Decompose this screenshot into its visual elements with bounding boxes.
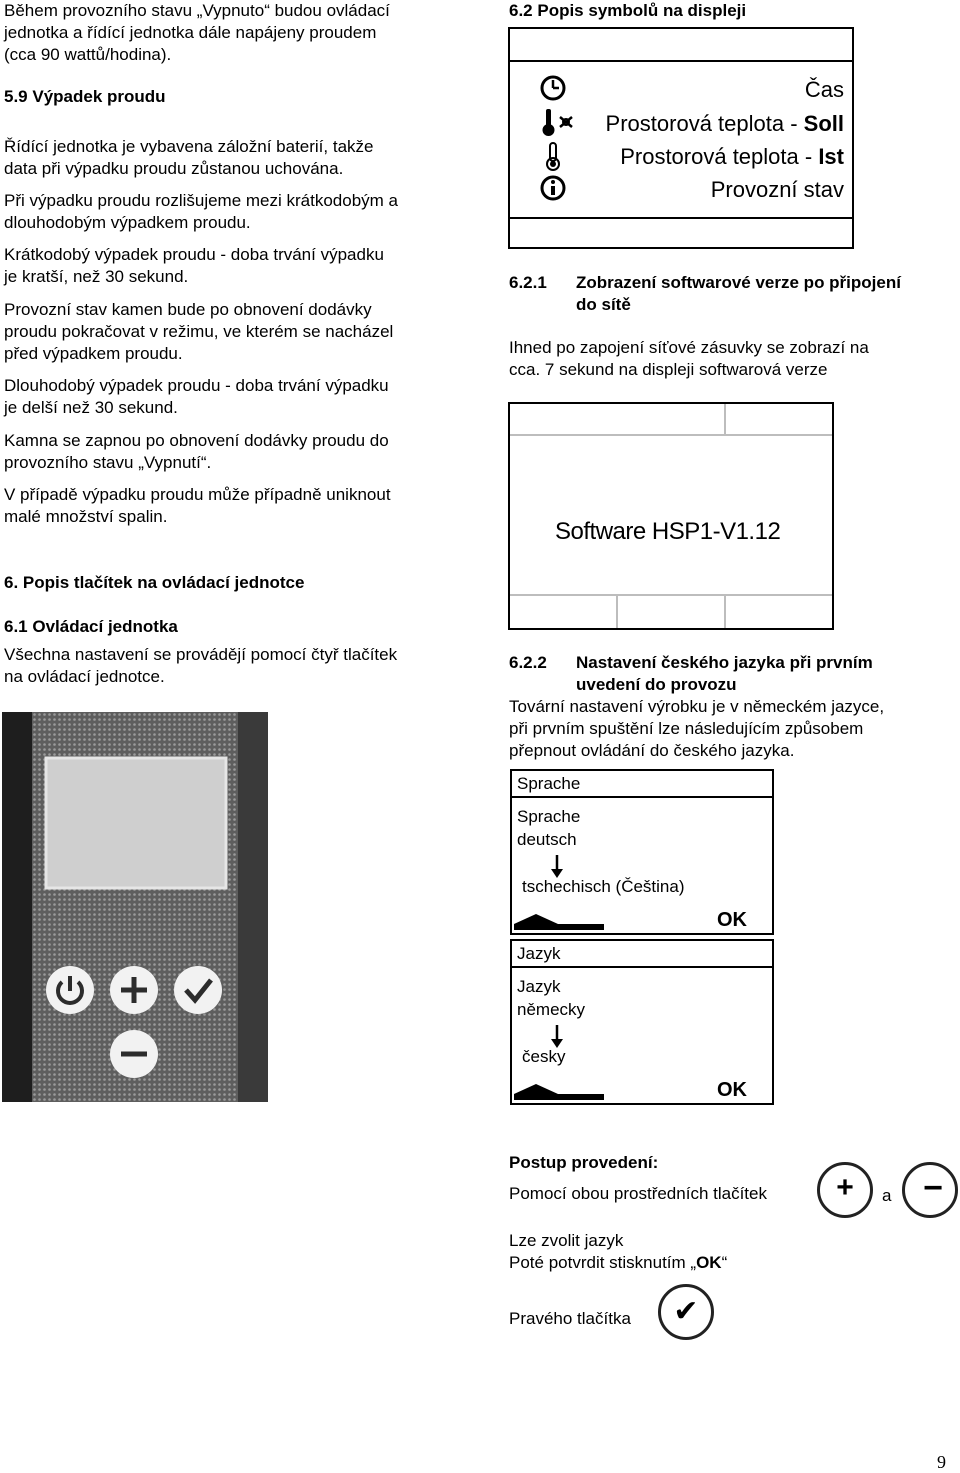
display-row-time [805,77,844,103]
text-line: Nastavení českého jazyka při prvním [576,653,873,672]
text-line: přepnout ovládání do českého jazyka. [509,741,795,760]
text-line: data při výpadku proudu zůstanou uchována. [4,159,344,178]
back-arrow-icon [514,1080,604,1102]
text-line: je delší než 30 sekund. [4,398,178,417]
plus-round-button [817,1162,873,1218]
text-line: před výpadkem proudu. [4,344,183,363]
text-line: Kamna se zapnou po obnovení dodávky proudu do [4,431,389,450]
text-line: (cca 90 wattů/hodina). [4,45,172,64]
text-line: V případě výpadku proudu může případně uniknout [4,485,391,504]
section-6-1-title: 6.1 Ovládací jednotka [4,617,178,636]
page-number: 9 [937,1452,946,1472]
paragraph [509,696,884,762]
divider [510,60,852,62]
divider [512,796,772,798]
text-line: na ovládací jednotce. [4,667,165,686]
language-header: Sprache [517,774,581,793]
section-6-2-2-number: 6.2.2 [509,653,547,672]
thermometer-icon [536,141,570,171]
text-fragment: “ [721,1253,728,1272]
plus-button[interactable] [110,966,158,1014]
text-line: Tovární nastavení výrobku je v německém jazyce, [509,697,885,716]
text-line: uvedení do provozu [576,675,737,694]
paragraph [4,244,384,288]
paragraph [4,299,393,365]
software-display-box [508,402,834,630]
display-symbols-box [508,27,854,249]
language-box-german [510,769,774,935]
section-5-9-title: 5.9 Výpadek proudu [4,87,166,106]
display-label: Prostorová teplota - [620,144,819,169]
procedure-step-3: Pravého tlačítka [509,1309,631,1328]
minus-icon: − [923,1169,943,1207]
language-line: Sprache [517,807,581,826]
language-box-czech [510,939,774,1105]
text-line: Provozní stav kamen bude po obnovení dodávky [4,300,372,319]
minus-round-button [902,1162,958,1218]
power-button[interactable] [46,966,94,1014]
divider [510,434,832,436]
text-line: provozního stavu „Vypnutí“. [4,453,212,472]
language-line: deutsch [517,830,577,849]
display-row-room-temp-actual [620,144,844,170]
software-version-text: Software HSP1-V1.12 [555,518,781,545]
language-target: tschechisch (Čeština) [522,877,685,896]
display-label: Prostorová teplota - [605,111,804,136]
language-line: německy [517,1000,586,1019]
section-6-2-1-number: 6.2.1 [509,273,547,292]
thermometer-set-icon [536,107,580,137]
divider [510,594,832,596]
text-line: Zobrazení softwarové verze po připojení [576,273,901,292]
divider [724,404,726,434]
text-line: proudu pokračovat v režimu, ve kterém se nacházel [4,322,394,341]
text-line: do sítě [576,295,631,314]
paragraph [4,375,389,419]
procedure-step-2 [509,1230,727,1274]
ok-label: OK [717,1079,747,1101]
text-line: Ihned po zapojení síťové zásuvky se zobrazí na [509,338,869,357]
divider [512,966,772,968]
section-6-2-title: 6.2 Popis symbolů na displeji [509,1,747,20]
text-line: Všechna nastavení se provádějí pomocí čtyř tlačítek [4,645,398,664]
text-line [509,1252,727,1274]
paragraph [509,337,869,381]
paragraph [4,430,389,474]
text-fragment: Poté potvrdit stisknutím „ [509,1253,697,1272]
divider [616,594,618,628]
procedure-and: a [882,1186,892,1205]
text-line: je kratší, než 30 sekund. [4,267,189,286]
text-line: Řídící jednotka je vybavena záložní baterií, takže [4,137,374,156]
divider [510,217,852,219]
display-label: Provozní stav [710,177,844,202]
language-line: Jazyk [517,977,561,996]
text-line: Při výpadku proudu rozlišujeme mezi krátkodobým a [4,191,399,210]
display-row-room-temp-set [606,111,844,137]
paragraph [4,190,398,234]
back-arrow-icon [514,910,604,932]
text-line: Krátkodobý výpadek proudu - doba trvání výpadku [4,245,384,264]
control-unit-drawing [2,712,268,1102]
display-label-bold: Soll [803,111,844,136]
text-line: Lze zvolit jazyk [509,1231,624,1250]
display-label-bold: Ist [818,144,844,169]
text-line: při prvním spuštění lze následujícím způsobem [509,719,864,738]
paragraph [4,644,397,688]
clock-icon [536,73,570,103]
section-6-title: 6. Popis tlačítek na ovládací jednotce [4,573,305,592]
divider [724,594,726,628]
confirm-button[interactable] [174,966,222,1014]
paragraph [4,136,373,180]
intro-paragraph [4,0,390,66]
info-icon [536,173,570,203]
display-row-operating-state [711,177,844,203]
text-line: malé množství spalin. [4,507,168,526]
language-target: česky [522,1047,566,1066]
ok-bold: OK [696,1253,722,1272]
ok-label: OK [717,909,747,931]
section-6-2-2-title [576,652,873,696]
check-icon: ✔ [673,1295,699,1328]
text-line: Během provozního stavu „Vypnuto“ budou ovládací [4,1,390,20]
minus-button[interactable] [110,1030,158,1078]
procedure-title: Postup provedení: [509,1153,659,1172]
text-line: Dlouhodobý výpadek proudu - doba trvání výpadku [4,376,389,395]
check-round-button [658,1284,714,1340]
display-label: Čas [804,77,844,102]
control-unit-photo [2,712,268,1102]
text-line: jednotka a řídící jednotka dále napájeny proudem [4,23,377,42]
text-line: cca. 7 sekund na displeji softwarová verze [509,360,828,379]
text-line: dlouhodobým výpadkem proudu. [4,213,251,232]
procedure-step-1: Pomocí obou prostředních tlačítek [509,1184,767,1203]
language-header: Jazyk [517,944,561,963]
paragraph [4,484,391,528]
plus-icon: + [836,1171,854,1204]
section-6-2-1-title [576,272,901,316]
